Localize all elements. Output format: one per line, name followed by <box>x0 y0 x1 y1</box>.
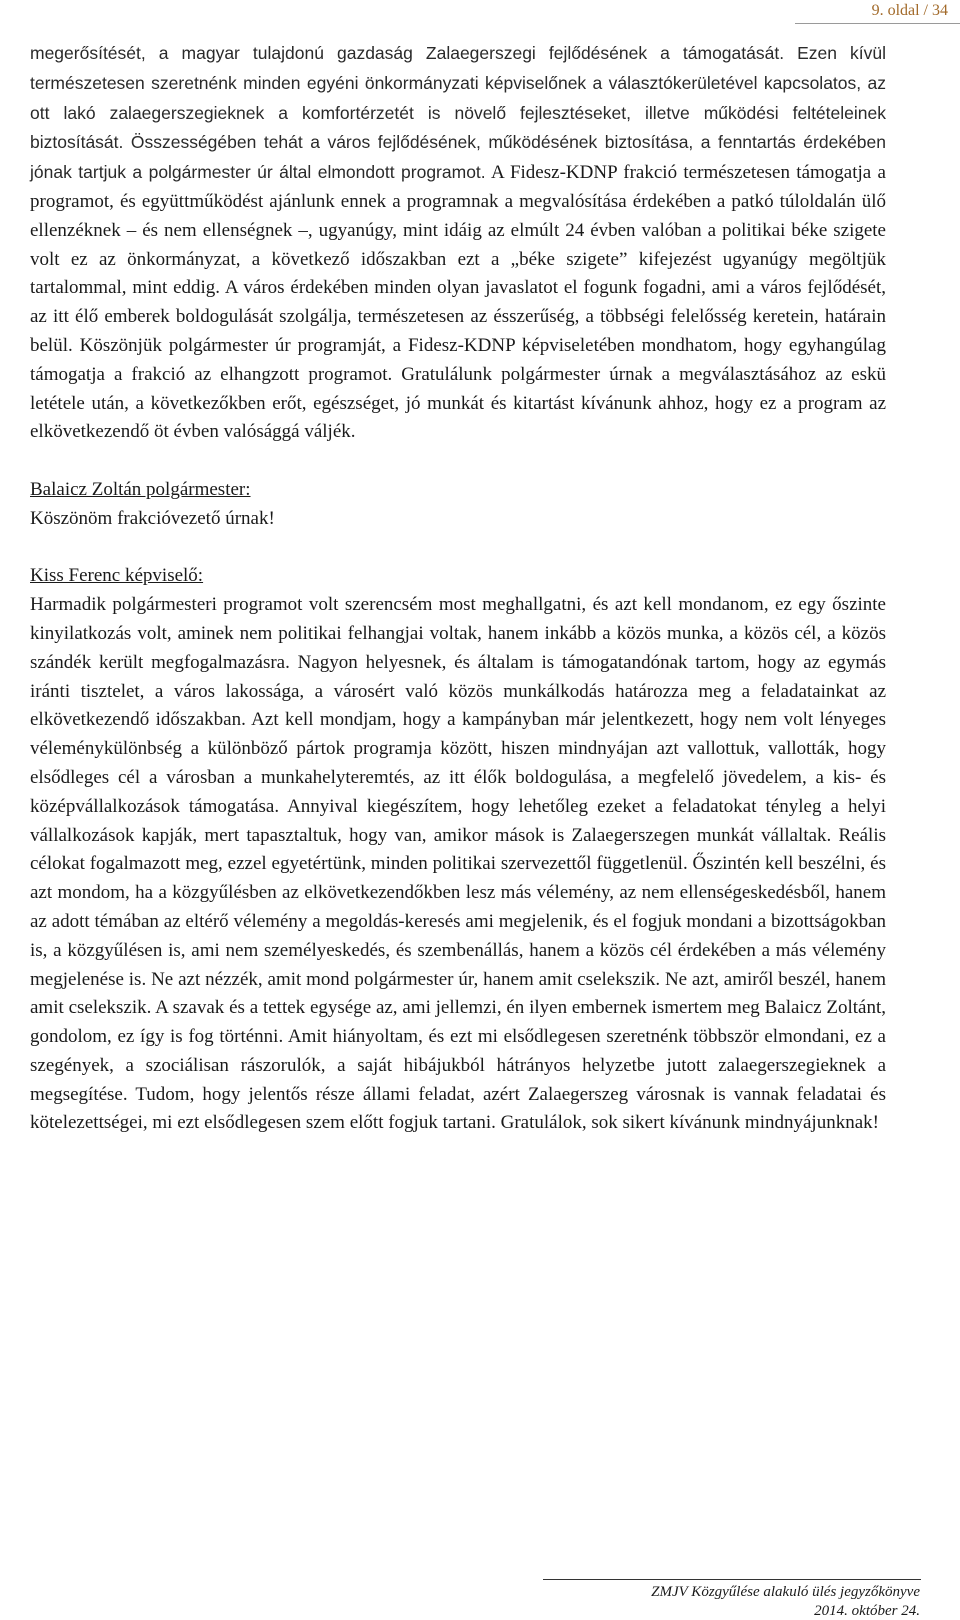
speaker-heading-mayor: Balaicz Zoltán polgármester: <box>30 478 251 500</box>
speaker-mayor-text: Köszönöm frakcióvezető úrnak! <box>30 507 275 529</box>
spacer <box>30 534 886 563</box>
header-rule <box>795 23 960 24</box>
footer-document-title: ZMJV Közgyűlése alakuló ülés jegyzőkönyve <box>651 1584 920 1600</box>
opening-paragraph <box>30 39 886 447</box>
page-footer <box>0 1572 960 1619</box>
spacer <box>30 447 886 476</box>
footer-rule <box>543 1579 921 1580</box>
opening-paragraph-part1: megerősítését, a magyar tulajdonú gazdaság Zalaegerszegi fejlődésének a támogatását. Ezen kívül természetesen szeretnénk minden egyéni önkormányzati képviselőnek a választókerületével kapcsolatos, az ott lakó zalaegerszegieknek a komfortérzetét is növelő fejlesztéseket, illetve működési feltételeinek biztosítását. Összességében tehát a város fejlődésének, működésének biztosítása, a fenntartás érdekében jónak tartjuk a polgármester úr által elmondott programot. <box>30 43 886 183</box>
speaker-heading-councillor: Kiss Ferenc képviselő: <box>30 565 204 587</box>
page-number: 9. oldal / 34 <box>871 2 948 19</box>
opening-paragraph-part2: A Fidesz-KDNP frakció természetesen támogatja a programot, és együttműködést ajánlunk ennek a programnak a megvalósítása érdekében a patkó túloldalán ülő ellenzéknek – és nem ellenségnek –, ugyanúgy, mint idáig az elmúlt 24 évben valóban a politikai béke szigete volt ez az önkormányzat, a következő időszakban ezt a „béke szigete” kifejezést ugyanúgy megöltjük tartalommal, mint eddig. A város érdekében minden olyan javaslatot el fogunk fogadni, ami a város fejlődését, az itt élő emberek boldogulását szolgálja, természetesen az ésszerűség, a többségi felelősség keretein, határain belül. Köszönjük polgármester úr programját, a Fidesz-KDNP képviseletében mondhatom, hogy egyhangúlag támogatja a frakció az elhangzott programot. Gratulálunk polgármester úrnak a megválasztásához az eskü letétele után, a következőkben erőt, egészséget, jó munkát és kitartást kívánunk ahhoz, hogy ez a program az elkövetkezendő öt évben valósággá váljék. <box>30 162 886 443</box>
document-body <box>30 39 886 1138</box>
footer-date: 2014. október 24. <box>814 1603 920 1619</box>
speaker-councillor-text: Harmadik polgármesteri programot volt szerencsém most meghallgatni, és azt kell mondanom, ez egy őszinte kinyilatkozás volt, aminek nem politikai felhangjai voltak, hanem inkább a közös munka, a közös cél, a közös szándék került megfogalmazásra. Nagyon helyesnek, és általam is támogatandónak tartom, hogy az egymás iránti tisztelet, a város lakossága, a városért való közös munkálkodás határozza meg a feladatainkat az elkövetkezendő időszakban. Azt kell mondjam, hogy a kampányban már jelentkezett, hogy nem volt lényeges véleménykülönbség a különböző pártok programja között, hiszen mindnyájan azt vallottuk, vallották, hogy elsődleges cél a városban a munkahelyteremtés, az itt élők boldogulása, a megfelelő jövedelem, a kis- és középvállalkozások támogatása. Annyival kiegészítem, hogy lehetőleg ezeket a feladatokat tényleg a helyi vállalkozások kapják, mert tapasztaltuk, hogy van, amikor mások is Zalaegerszegen munkát vállaltak. Reális célokat fogalmazott meg, ezzel egyetértünk, minden politikai szervezettől függetlenül. Őszintén kell beszélni, és azt mondom, ha a közgyűlésben az elkövetkezendőkben lesz más vélemény, az nem ellenségeskedésből, hanem az adott témában az eltérő vélemény a megoldás-keresés ami megjelenik, és el fogjuk mondani a bizottságokban is, a közgyűlésen is, ami nem személyeskedés, és szembenállás, hanem a közös cél érdekében a más vélemény megjelenése is. Ne azt nézzék, amit mond polgármester úr, hanem amit cselekszik. Ne azt, amiről beszél, hanem amit cselekszik. A szavak és a tettek egysége az, ami jellemzi, én ilyen embernek ismertem meg Balaicz Zoltánt, gondolom, ez így is fog történni. Amit hiányoltam, és ezt mi elsődlegesen szeretnénk többször elmondani, ez a szegények, a szociálisan rászorulók, a saját hibájukból hátrányos helyzetbe jutott zalaegerszegieknek a megsegítése. Tudom, hogy jelentős része állami feladat, azért Zalaegerszeg városnak is vannak feladatai és kötelezettségei, mi ezt elsődlegesen szem előtt fogjuk tartani. Gratulálok, sok sikert kívánunk mindnyájunknak! <box>30 594 886 1134</box>
page-header <box>0 0 960 24</box>
